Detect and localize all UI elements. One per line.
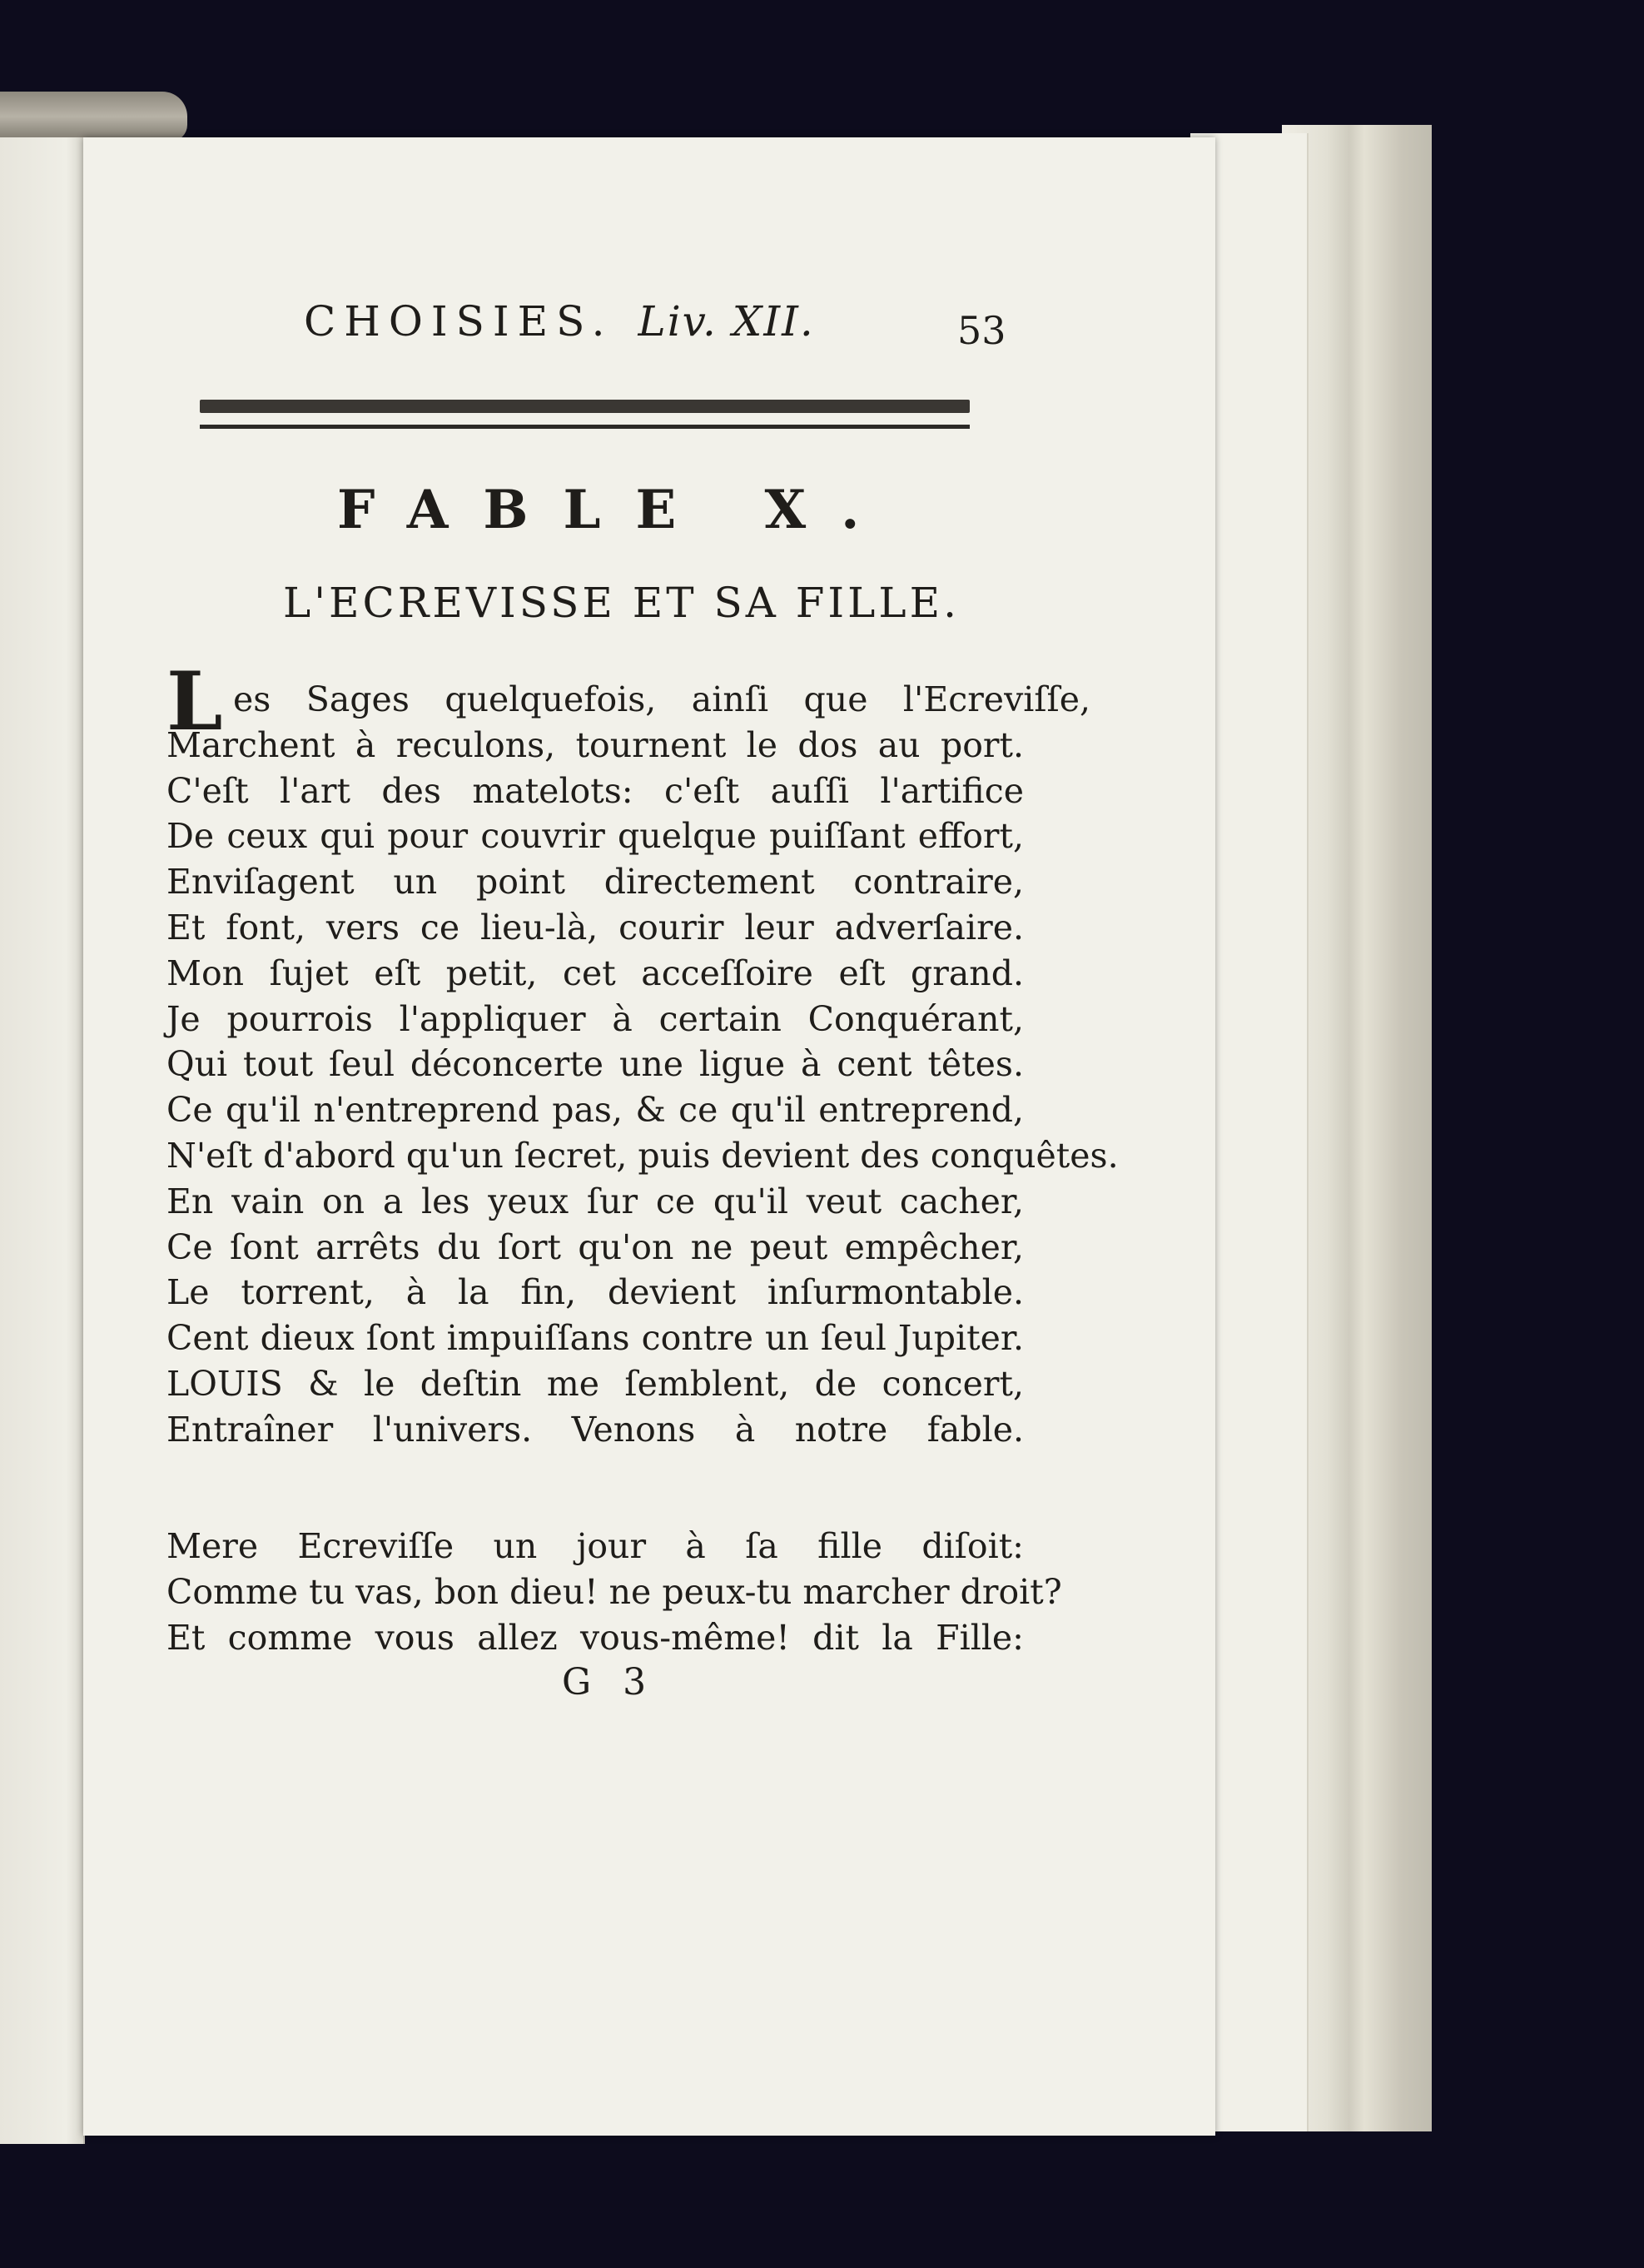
poem-line: Mere Ecreviſſe un jour à ſa fille diſoit: bbox=[166, 1526, 1024, 1566]
poem-line: N'eſt d'abord qu'un ſecret, puis devient des conquêtes. bbox=[166, 1135, 1119, 1176]
poem-line: LOUIS & le deſtin me ſemblent, de concert, bbox=[166, 1363, 1024, 1404]
poem-line: Enviſagent un point directement contraire, bbox=[166, 862, 1024, 903]
drop-cap: L bbox=[166, 654, 223, 749]
poem-line-text: es Sages quelquefois, ainſi que l'Ecreviſſe, bbox=[233, 679, 1090, 719]
poem-stanza-2 bbox=[166, 1524, 1082, 1660]
poem-line: Je pourrois l'appliquer à certain Conquérant, bbox=[166, 998, 1024, 1039]
poem-line: Qui tout ſeul déconcerte une ligue à cent têtes. bbox=[166, 1044, 1024, 1085]
poem-line: Marchent à reculons, tournent le dos au port. bbox=[166, 724, 1024, 765]
book-page bbox=[83, 137, 1215, 2136]
poem-line: De ceux qui pour couvrir quelque puiſſant effort, bbox=[166, 816, 1024, 857]
running-title: CHOISIES. bbox=[304, 297, 613, 346]
poem-line: Ce ſont arrêts du ſort qu'on ne peut empêcher, bbox=[166, 1226, 1024, 1267]
signature-mark: G 3 bbox=[562, 1661, 657, 1703]
fable-subtitle: L'ECREVISSE ET SA FILLE. bbox=[283, 579, 960, 627]
ornamental-rule-thin bbox=[200, 425, 970, 429]
poem-line: Cent dieux ſont impuiſſans contre un ſeul Jupiter. bbox=[166, 1318, 1024, 1359]
poem-line: Et font, vers ce lieu-là, courir leur adverſaire. bbox=[166, 907, 1024, 947]
poem-line: Le torrent, à la fin, devient inſurmontable. bbox=[166, 1272, 1024, 1313]
running-head bbox=[304, 297, 815, 346]
poem-line: Comme tu vas, bon dieu! ne peux-tu marcher droit? bbox=[166, 1571, 1062, 1612]
ornamental-rule-thick bbox=[200, 400, 970, 413]
poem-line: En vain on a les yeux ſur ce qu'il veut cacher, bbox=[166, 1181, 1024, 1221]
poem-line: C'eſt l'art des matelots: c'eſt auſſi l'artifice bbox=[166, 770, 1024, 811]
poem-line: Entraîner l'univers. Venons à notre fable. bbox=[166, 1409, 1024, 1450]
book-number: Liv. XII. bbox=[638, 297, 815, 346]
left-page-edge bbox=[0, 137, 85, 2144]
spine-cloth bbox=[0, 92, 187, 142]
poem-line: Et comme vous allez vous-même! dit la Fille: bbox=[166, 1617, 1024, 1658]
fable-title: FABLE X. bbox=[337, 479, 895, 541]
page-number: 53 bbox=[957, 308, 1006, 353]
poem-stanza-1 bbox=[166, 654, 1119, 1453]
poem-line: Ce qu'il n'entreprend pas, & ce qu'il entreprend, bbox=[166, 1090, 1024, 1131]
poem-line: Mon ſujet eſt petit, cet acceſſoire eſt grand. bbox=[166, 952, 1024, 993]
